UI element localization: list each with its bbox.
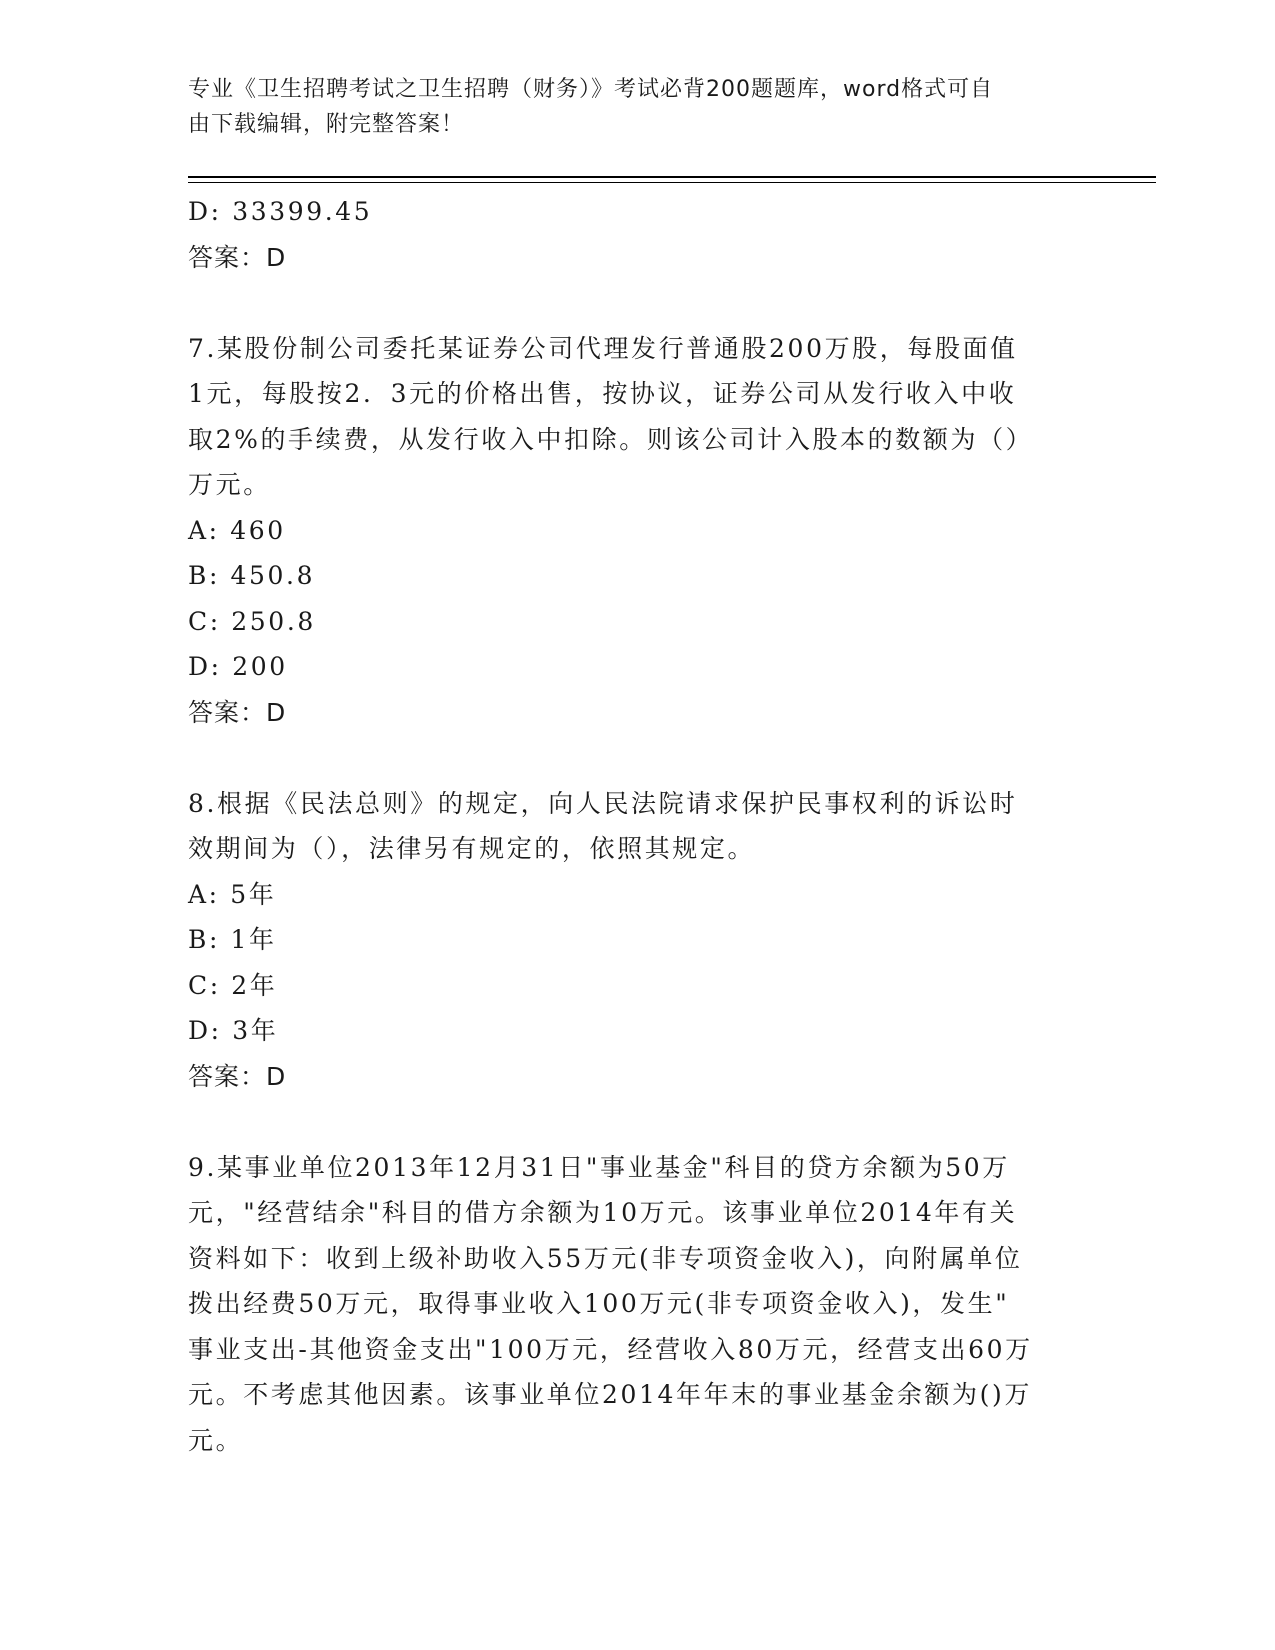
question-9-text-line: 拨出经费50万元，取得事业收入100万元(非专项资金收入)，发生" xyxy=(188,1289,1010,1318)
question-7-text-line: 7.某股份制公司委托某证券公司代理发行普通股200万股，每股面值 xyxy=(188,333,1018,363)
previous-option-d: D: 33399.45 xyxy=(188,197,373,226)
question-7-option-b: B: 450.8 xyxy=(188,561,316,590)
header-line-2: 由下载编辑，附完整答案！ xyxy=(188,112,465,137)
header-rule-thin xyxy=(188,182,1156,183)
question-7-text-line: 万元。 xyxy=(188,470,271,499)
spacer xyxy=(188,280,1088,326)
question-8-option-b: B: 1年 xyxy=(188,925,277,954)
question-7-option-d: D: 200 xyxy=(188,652,288,681)
question-content xyxy=(188,189,1088,1463)
question-8-text-line: 8.根据《民法总则》的规定，向人民法院请求保护民事权利的诉讼时 xyxy=(188,788,1018,818)
question-9 xyxy=(188,1145,1088,1464)
question-8-option-a: A: 5年 xyxy=(188,879,277,909)
question-9-text-line: 元。 xyxy=(188,1425,244,1455)
question-9-text-line: 9.某事业单位2013年12月31日"事业基金"科目的贷方余额为50万 xyxy=(188,1152,1010,1182)
question-9-text-line: 元。不考虑其他因素。该事业单位2014年年末的事业基金余额为()万 xyxy=(188,1380,1032,1409)
question-8 xyxy=(188,781,1088,1100)
page-header xyxy=(188,72,1068,142)
spacer xyxy=(188,735,1088,781)
question-7-option-a: A: 460 xyxy=(188,515,286,545)
spacer xyxy=(188,1099,1088,1145)
question-9-text-line: 事业支出-其他资金支出"100万元，经营收入80万元，经营支出60万 xyxy=(188,1334,1033,1364)
question-7-text-line: 1元，每股按2．3元的价格出售，按协议，证券公司从发行收入中收 xyxy=(188,379,1017,408)
header-rule-thick xyxy=(188,176,1156,178)
question-8-answer: 答案：D xyxy=(188,1061,287,1091)
question-9-text-line: 资料如下：收到上级补助收入55万元(非专项资金收入)，向附属单位 xyxy=(188,1243,1023,1273)
question-8-option-c: C: 2年 xyxy=(188,970,278,1000)
question-9-text-line: 元，"经营结余"科目的借方余额为10万元。该事业单位2014年有关 xyxy=(188,1198,1018,1227)
header-line-1: 专业《卫生招聘考试之卫生招聘（财务）》考试必背200题题库，word格式可自 xyxy=(188,77,994,102)
question-7-answer: 答案：D xyxy=(188,697,287,727)
question-8-option-d: D: 3年 xyxy=(188,1016,279,1045)
question-7-option-c: C: 250.8 xyxy=(188,606,316,636)
question-7 xyxy=(188,326,1088,736)
previous-answer: 答案：D xyxy=(188,242,287,272)
question-7-text-line: 取2%的手续费，从发行收入中扣除。则该公司计入股本的数额为（） xyxy=(188,424,1034,454)
question-8-text-line: 效期间为（），法律另有规定的，依照其规定。 xyxy=(188,834,756,863)
